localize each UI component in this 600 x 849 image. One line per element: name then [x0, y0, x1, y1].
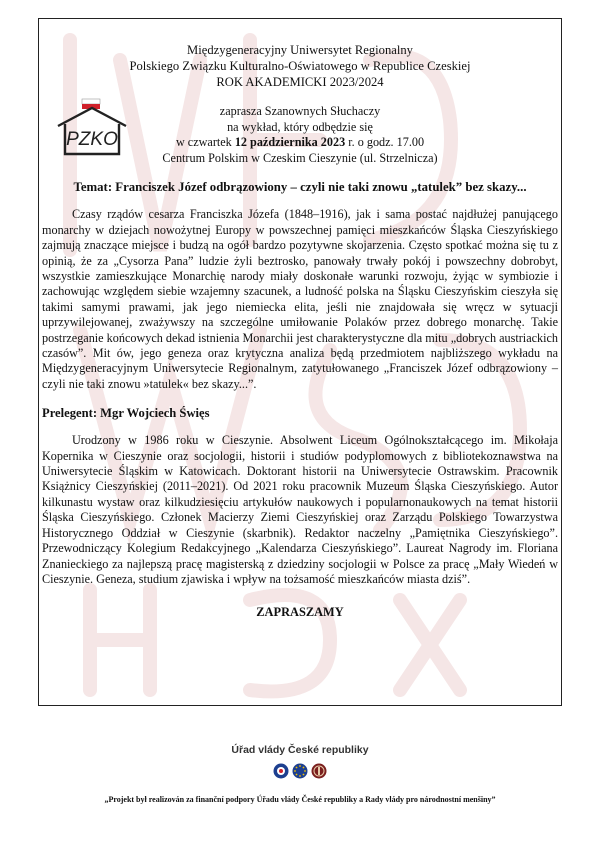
flyer-content: [38, 18, 562, 620]
lecture-topic: Temat: Franciszek Józef odbrązowiony – czyli nie taki znowu „tatulek” bez skazy...: [73, 180, 527, 195]
date-suffix: r. o godz. 17.00: [345, 135, 425, 150]
date-bold: 12 października 2023: [234, 135, 346, 150]
invite-line-2: na wykład, który odbędzie się: [227, 119, 373, 134]
header-academic-year: ROK AKADEMICKI 2023/2024: [216, 75, 384, 89]
lecturer-heading: Prelegent: Mgr Wojciech Święs: [42, 406, 210, 421]
header: [38, 42, 562, 90]
invite-line-1: zaprasza Szanownych Słuchaczy: [219, 104, 381, 118]
council-seal-icon: [311, 763, 327, 779]
lecturer-bio: Urodzony w 1986 roku w Cieszynie. Absolwent Liceum Ogólnokształcącego im. Mikołaja Kopernika w Cieszynie oraz socjologii, historii i studiów podyplomowych z bibliotekoznawstwa na Uniwersytecie Śląskim w Katowicach. Doktorant historii na Uniwersytecie Ostrawskim. Pracownik Książnicy Cieszyńskiej (2011–2021). Od 2021 roku pracownik Muzeum Śląska Cieszyńskiego. Autor kilkunastu wystaw oraz kilkudziesięciu artykułów naukowych i popularnonaukowych na temat historii Śląska Cieszyńskiego. Członek Macierzy Ziemi Cieszyńskiej oraz Zarządu Polskiego Towarzystwa Historycznego Oddział w Cieszynie (skarbnik). Redaktor naczelny „Pamiętnika Cieszyńskiego”. Przewodniczący Kolegium Redakcyjnego „Kalendarza Cieszyńskiego”. Laureat Nagrody im. Floriana Znanieckiego za najlepszą pracę magisterską z dziedziny socjologii w Polsce za pracę „Mały Wiedeń w Cieszynie. Geneza, studium zjawiska i wpływ na tożsamość mieszkańców miasta dziś”.: [42, 433, 558, 586]
pzko-logo: [52, 96, 132, 158]
invite-place: Centrum Polskim w Czeskim Cieszynie (ul. Strzelnicza): [162, 150, 438, 165]
czech-emblem-icon: [273, 763, 289, 779]
eu-stars-icon: [292, 763, 308, 779]
footer-funding-note: „Projekt był realizován za finanční podpory Úřadu vlády České republiky a Rady vlády pro národnostní menšiny”: [104, 795, 496, 804]
closing-invitation: ZAPRASZAMY: [256, 605, 344, 620]
footer-organization: Úřad vlády České republiky: [231, 744, 369, 756]
svg-text:PZKO: PZKO: [66, 129, 118, 150]
lecture-description: Czasy rządów cesarza Franciszka Józefa (1848–1916), jak i sama postać najdłużej panującego monarchy w dziejach nowożytnej Europy w powszechnej pamięci mieszkańców Śląska Cieszyńskiego zajmują znaczące miejsce i budzą na ogół bardzo pozytywne skojarzenia. Często spotkać można się tu z opinią, że za „Cysorza Pana” ludzie żyli beztrosko, panowały trwały pokój i powszechny dobrobyt, wszystkie zamieszkujące Monarchię narody miały doskonałe warunki rozwoju, żyjąc w symbiozie i zachowując względem siebie wzajemny szacunek, a ludność polska na Śląsku Cieszyńskim cieszyła się takimi samymi prawami, jak jego niemiecka elita, jeśli nie znajdowała się wręcz w sytuacji uprzywilejowanej, zważywszy na szczególne umiłowanie Polaków przez dobrego monarchę. Takie postrzeganie końcowych dekad istnienia Monarchii jest charakterystyczne dla mitu „dobrych austriackich czasów”. Mit ów, jego geneza oraz krytyczna analiza będą przedmiotem najbliższego wykładu na Międzygeneracyjnym Uniwersytecie Regionalnym, zatytułowanego „Franciszek Józef odbrązowiony – czyli nie taki znowu »tatulek« bez skazy...”.: [42, 207, 558, 391]
footer: [0, 744, 600, 805]
date-prefix: w czwartek: [175, 135, 235, 150]
header-university: Międzygeneracyjny Uniwersytet Regionalny: [187, 43, 413, 57]
header-association: Polskiego Związku Kulturalno-Oświatowego w Republice Czeskiej: [129, 59, 471, 73]
footer-emblems: [0, 763, 600, 779]
